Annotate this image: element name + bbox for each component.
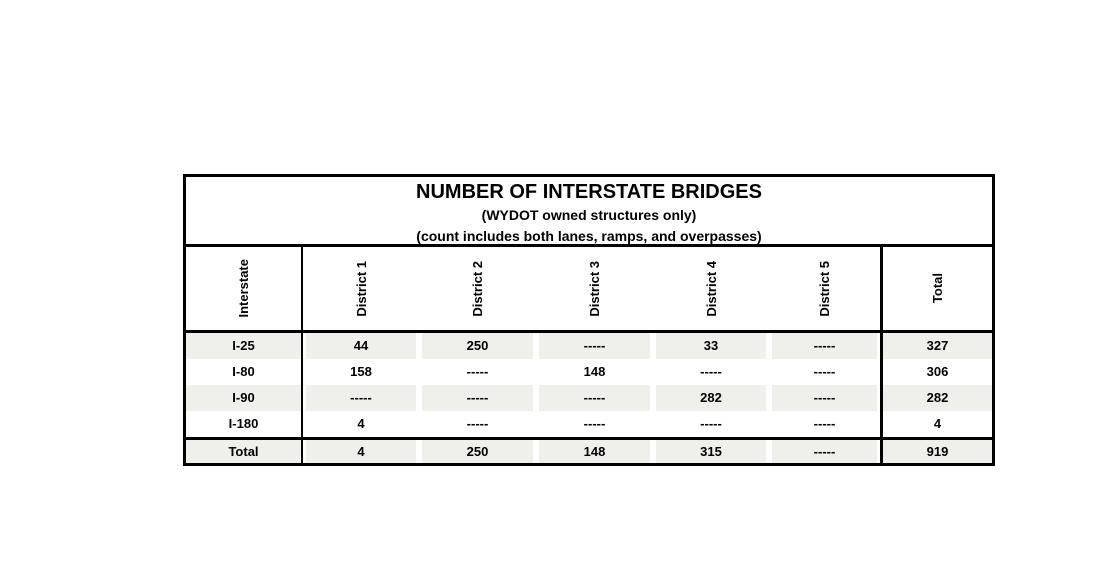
column-header-district-1 bbox=[303, 247, 419, 330]
column-header-label: District 3 bbox=[587, 260, 602, 317]
data-cell: 44 bbox=[303, 333, 419, 359]
row-label: I-180 bbox=[186, 411, 303, 437]
data-cell: 33 bbox=[653, 333, 769, 359]
data-cell: ----- bbox=[583, 416, 606, 431]
column-header-district-5 bbox=[769, 247, 880, 330]
column-header-district-3 bbox=[536, 247, 653, 330]
footer-cell: 148 bbox=[536, 440, 653, 463]
column-header-district-4 bbox=[653, 247, 769, 330]
data-cell: ----- bbox=[466, 416, 489, 431]
column-header-label: Interstate bbox=[236, 259, 251, 318]
data-cell: 148 bbox=[583, 364, 606, 379]
table-title-block bbox=[186, 177, 992, 247]
row-label: I-25 bbox=[186, 333, 303, 359]
data-cell: 282 bbox=[653, 385, 769, 411]
table-subtitle-2: (count includes both lanes, ramps, and overpasses) bbox=[416, 228, 762, 244]
column-header-label: District 2 bbox=[470, 260, 485, 317]
table-header-row bbox=[186, 247, 992, 333]
data-cell: ----- bbox=[769, 333, 880, 359]
data-cell: 4 bbox=[357, 416, 365, 431]
data-cell: 158 bbox=[350, 364, 372, 379]
data-cell: ----- bbox=[813, 416, 836, 431]
footer-cell: 250 bbox=[419, 440, 536, 463]
column-header-label: District 5 bbox=[817, 260, 832, 317]
row-total-cell: 282 bbox=[880, 385, 992, 411]
table-row-i25 bbox=[186, 333, 992, 359]
column-header-label: District 4 bbox=[703, 260, 719, 317]
data-cell: ----- bbox=[813, 364, 836, 379]
data-cell: ----- bbox=[419, 385, 536, 411]
column-header-label: Total bbox=[930, 273, 945, 304]
footer-cell: 315 bbox=[653, 440, 769, 463]
column-header-label: District 1 bbox=[353, 260, 369, 317]
table-subtitle-1: (WYDOT owned structures only) bbox=[481, 207, 697, 223]
footer-total-cell: 919 bbox=[880, 440, 992, 463]
data-cell: ----- bbox=[536, 333, 653, 359]
data-cell: ----- bbox=[700, 364, 722, 379]
table-footer-row bbox=[186, 437, 992, 463]
footer-label: Total bbox=[186, 440, 303, 463]
row-total-cell: 327 bbox=[880, 333, 992, 359]
row-label: I-80 bbox=[186, 359, 303, 385]
column-header-total bbox=[880, 247, 992, 330]
data-cell: 250 bbox=[419, 333, 536, 359]
data-cell: ----- bbox=[466, 364, 489, 379]
footer-cell: 4 bbox=[303, 440, 419, 463]
column-header-interstate bbox=[186, 247, 303, 330]
table-row-i80 bbox=[186, 359, 992, 385]
data-cell: ----- bbox=[700, 416, 722, 431]
column-header-district-2 bbox=[419, 247, 536, 330]
table-title: NUMBER OF INTERSTATE BRIDGES bbox=[416, 181, 762, 203]
table-row-i90 bbox=[186, 385, 992, 411]
interstate-bridges-table bbox=[183, 174, 995, 466]
table-row-i180 bbox=[186, 411, 992, 437]
row-total-cell: 306 bbox=[880, 359, 992, 385]
data-cell: ----- bbox=[769, 385, 880, 411]
footer-cell: ----- bbox=[769, 440, 880, 463]
row-label: I-90 bbox=[186, 385, 303, 411]
data-cell: ----- bbox=[536, 385, 653, 411]
data-cell: ----- bbox=[303, 385, 419, 411]
row-total-cell: 4 bbox=[880, 411, 992, 437]
